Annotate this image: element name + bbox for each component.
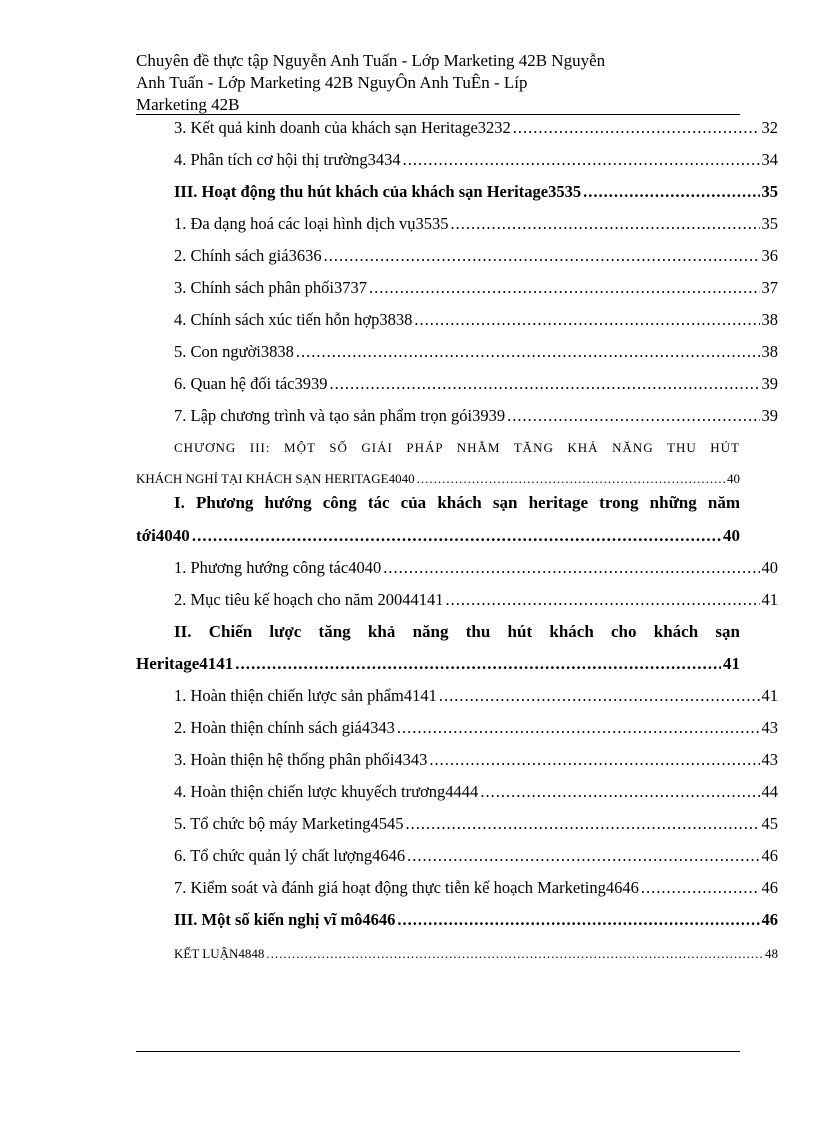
toc-entry[interactable] (136, 717, 778, 739)
toc-leader-dots (324, 245, 760, 267)
toc-leader-dots (439, 685, 760, 707)
toc-section-entry[interactable] (136, 653, 740, 675)
toc-leader-dots (235, 653, 721, 675)
toc-entry-text: 4. Hoàn thiện chiến lược khuyếch trương4444 (174, 782, 479, 801)
toc-entry-text: III. Một số kiến nghị vĩ mô4646 (174, 910, 396, 929)
toc-leader-dots (641, 877, 760, 899)
toc-entry-text: 5. Tổ chức bộ máy Marketing4545 (174, 814, 404, 833)
page-header (136, 50, 740, 116)
toc-leader-dots (507, 405, 759, 427)
header-divider (136, 114, 740, 115)
toc-page-number: 41 (723, 654, 740, 673)
toc-entry-text: 7. Lập chương trình và tạo sản phẩm trọn gói3939 (174, 406, 506, 425)
toc-page-number: 45 (761, 814, 778, 833)
toc-leader-dots (192, 525, 721, 547)
toc-leader-dots (417, 468, 725, 490)
toc-leader-dots (414, 309, 759, 331)
toc-leader-dots (450, 213, 759, 235)
toc-entry-text: 1. Hoàn thiện chiến lược sản phẩm4141 (174, 686, 437, 705)
toc-leader-dots (513, 117, 760, 139)
toc-leader-dots (266, 943, 763, 965)
toc-chapter-entry[interactable] (136, 468, 740, 490)
toc-leader-dots (403, 149, 760, 171)
toc-page-number: 34 (761, 150, 778, 169)
toc-entry[interactable] (136, 373, 778, 395)
toc-entry-text: 6. Quan hệ đối tác3939 (174, 374, 328, 393)
toc-page-number: 41 (761, 686, 778, 705)
toc-leader-dots (397, 909, 759, 931)
toc-page-number: 35 (761, 182, 778, 201)
toc-chapter-entry-line1[interactable]: CHƯƠNG III: MỘT SỐ GIẢI PHÁP NHẰM TĂNG KHẢ NĂNG THU HÚT (174, 440, 740, 455)
toc-section-entry-line1[interactable]: I. Phương hướng công tác của khách sạn heritage trong những năm (174, 493, 740, 512)
toc-leader-dots (383, 557, 759, 579)
header-line-3: Marketing 42B (136, 95, 240, 114)
toc-entry[interactable] (136, 877, 778, 899)
toc-page-number: 38 (761, 342, 778, 361)
toc-leader-dots (369, 277, 760, 299)
toc-section-entry[interactable] (136, 181, 778, 203)
toc-section-entry[interactable] (136, 909, 778, 931)
toc-entry-text: KHÁCH NGHỈ TẠI KHÁCH SẠN HERITAGE4040 (136, 471, 415, 486)
toc-page-number: 40 (723, 526, 740, 545)
toc-entry[interactable] (136, 589, 778, 611)
toc-page-number: 32 (761, 118, 778, 137)
toc-entry-text: 1. Phương hướng công tác4040 (174, 558, 382, 577)
toc-page-number: 48 (765, 946, 778, 961)
toc-entry-text: tới4040 (136, 526, 190, 545)
toc-leader-dots (583, 181, 759, 203)
toc-entry-text: 6. Tổ chức quản lý chất lượng4646 (174, 846, 406, 865)
toc-page-number: 44 (761, 782, 778, 801)
toc-entry-text: 3. Kết quả kinh doanh của khách sạn Heritage3232 (174, 118, 511, 137)
toc-entry-text: 3. Chính sách phân phối3737 (174, 278, 367, 297)
header-line-2: Anh Tuấn - Lớp Marketing 42B NguyÔn Anh TuÊn - Líp (136, 73, 528, 92)
toc-entry[interactable] (136, 341, 778, 363)
toc-page-number: 39 (761, 406, 778, 425)
toc-leader-dots (330, 373, 760, 395)
toc-leader-dots (445, 589, 759, 611)
toc-leader-dots (407, 845, 759, 867)
toc-entry-text: III. Hoạt động thu hút khách của khách sạn Heritage3535 (174, 182, 582, 201)
toc-page-number: 46 (761, 878, 778, 897)
toc-entry-text: KẾT LUẬN4848 (174, 946, 265, 961)
toc-page-number: 35 (761, 214, 778, 233)
toc-conclusion-entry[interactable] (136, 943, 778, 965)
toc-section-entry[interactable] (136, 525, 740, 547)
toc-page-number: 39 (761, 374, 778, 393)
toc-entry[interactable] (136, 117, 778, 139)
toc-page-number: 37 (761, 278, 778, 297)
toc-entry[interactable] (136, 245, 778, 267)
toc-entry-text: Heritage4141 (136, 654, 234, 673)
toc-entry-text: 3. Hoàn thiện hệ thống phân phối4343 (174, 750, 428, 769)
toc-entry[interactable] (136, 845, 778, 867)
toc-entry-text: 4. Phân tích cơ hội thị trường3434 (174, 150, 401, 169)
toc-entry[interactable] (136, 749, 778, 771)
toc-entry[interactable] (136, 149, 778, 171)
toc-entry-text: 2. Mục tiêu kế hoạch cho năm 20044141 (174, 590, 444, 609)
toc-leader-dots (397, 717, 760, 739)
toc-entry-text: 7. Kiểm soát và đánh giá hoạt động thực tiễn kế hoạch Marketing4646 (174, 878, 639, 897)
toc-entry[interactable] (136, 813, 778, 835)
toc-page-number: 40 (727, 471, 740, 486)
header-line-1: Chuyên đề thực tập Nguyễn Anh Tuấn - Lớp Marketing 42B Nguyễn (136, 51, 606, 70)
toc-entry[interactable] (136, 213, 778, 235)
toc-page-number: 38 (761, 310, 778, 329)
toc-entry[interactable] (136, 405, 778, 427)
toc-page-number: 41 (761, 590, 778, 609)
toc-page-number: 46 (761, 846, 778, 865)
toc-leader-dots (296, 341, 760, 363)
toc-entry[interactable] (136, 557, 778, 579)
toc-entry[interactable] (136, 277, 778, 299)
toc-entry-text: 2. Hoàn thiện chính sách giá4343 (174, 718, 395, 737)
toc-leader-dots (429, 749, 759, 771)
toc-page-number: 46 (761, 910, 778, 929)
toc-leader-dots (406, 813, 760, 835)
toc-entry-text: 1. Đa dạng hoá các loại hình dịch vụ3535 (174, 214, 449, 233)
toc-page-number: 36 (761, 246, 778, 265)
toc-page-number: 43 (761, 750, 778, 769)
footer-divider (136, 1051, 740, 1052)
toc-entry[interactable] (136, 685, 778, 707)
toc-leader-dots (480, 781, 759, 803)
toc-entry-text: 4. Chính sách xúc tiến hỗn hợp3838 (174, 310, 413, 329)
toc-section-entry-line1[interactable]: II. Chiến lược tăng khả năng thu hút khách cho khách sạn (174, 622, 740, 641)
toc-entry-text: 2. Chính sách giá3636 (174, 246, 322, 265)
toc-page-number: 40 (761, 558, 778, 577)
toc-entry[interactable] (136, 309, 778, 331)
toc-entry-text: 5. Con người3838 (174, 342, 294, 361)
toc-page-number: 43 (761, 718, 778, 737)
toc-entry[interactable] (136, 781, 778, 803)
